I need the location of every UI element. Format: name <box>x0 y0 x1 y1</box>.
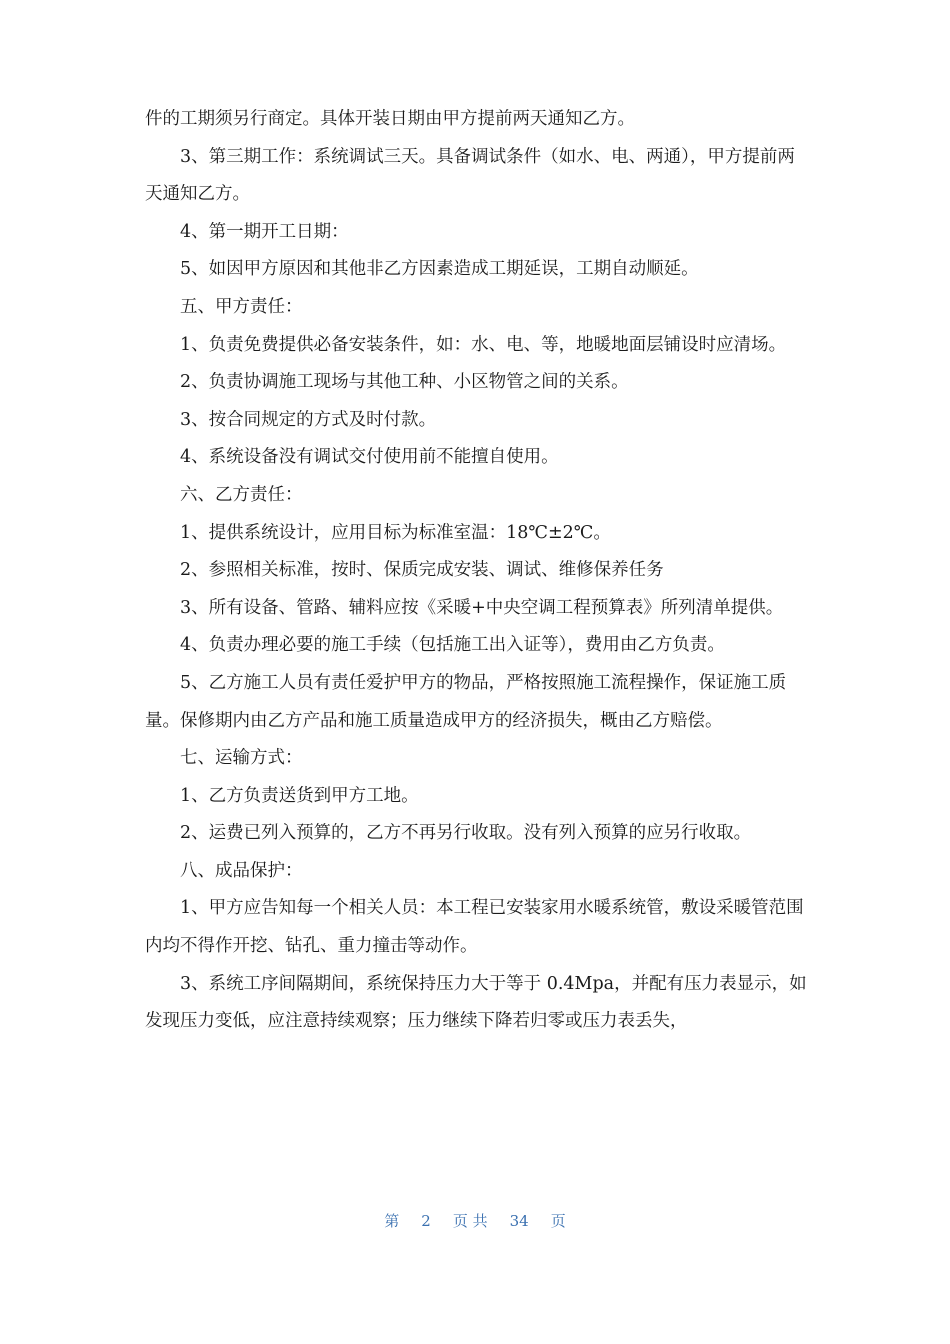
paragraph: 1、甲方应告知每一个相关人员：本工程已安装家用水暖系统管，敷设采暖管范围内均不得作开挖、钻孔、重力撞击等动作。 <box>145 898 804 957</box>
paragraph: 件的工期须另行商定。具体开装日期由甲方提前两天通知乙方。 <box>145 109 635 129</box>
paragraph: 六、乙方责任： <box>180 484 303 505</box>
paragraph: 5、如因甲方原因和其他非乙方因素造成工期延误，工期自动顺延。 <box>180 259 699 280</box>
document-body <box>145 101 810 1041</box>
paragraph: 4、系统设备没有调试交付使用前不能擅自使用。 <box>180 447 559 468</box>
paragraph: 3、第三期工作：系统调试三天。具备调试条件（如水、电、两通），甲方提前两天通知乙方。 <box>145 146 795 205</box>
page-footer <box>0 1210 950 1231</box>
paragraph: 八、成品保护： <box>180 860 303 881</box>
paragraph: 五、甲方责任： <box>180 296 303 317</box>
footer-suffix: 页 <box>550 1212 566 1230</box>
footer-prefix: 第 <box>384 1212 400 1230</box>
footer-middle: 页 共 <box>452 1212 488 1230</box>
paragraph: 2、负责协调施工现场与其他工种、小区物管之间的关系。 <box>180 372 629 393</box>
paragraph: 1、乙方负责送货到甲方工地。 <box>180 785 419 806</box>
paragraph: 3、系统工序间隔期间，系统保持压力大于等于 0.4Mpa，并配有压力表显示，如发现压力变低，应注意持续观察；压力继续下降若归零或压力表丢失， <box>145 973 807 1032</box>
paragraph: 1、负责免费提供必备安装条件，如：水、电、等，地暖地面层铺设时应清场。 <box>180 334 787 355</box>
footer-page-number: 2 <box>421 1212 431 1230</box>
paragraph: 七、运输方式： <box>180 748 303 769</box>
footer-total-pages: 34 <box>509 1212 529 1230</box>
paragraph: 1、提供系统设计，应用目标为标准室温：18℃±2℃。 <box>180 522 611 543</box>
paragraph: 5、乙方施工人员有责任爱护甲方的物品，严格按照施工流程操作，保证施工质量。保修期内由乙方产品和施工质量造成甲方的经济损失，概由乙方赔偿。 <box>145 672 787 731</box>
paragraph: 2、运费已列入预算的，乙方不再另行收取。没有列入预算的应另行收取。 <box>180 823 752 844</box>
paragraph: 4、负责办理必要的施工手续（包括施工出入证等），费用由乙方负责。 <box>180 635 725 656</box>
paragraph: 3、按合同规定的方式及时付款。 <box>180 409 437 430</box>
paragraph: 2、参照相关标准，按时、保质完成安装、调试、维修保养任务 <box>180 560 664 581</box>
paragraph: 4、第一期开工日期： <box>180 221 349 242</box>
paragraph: 3、所有设备、管路、辅料应按《采暖+中央空调工程预算表》所列清单提供。 <box>180 597 784 618</box>
